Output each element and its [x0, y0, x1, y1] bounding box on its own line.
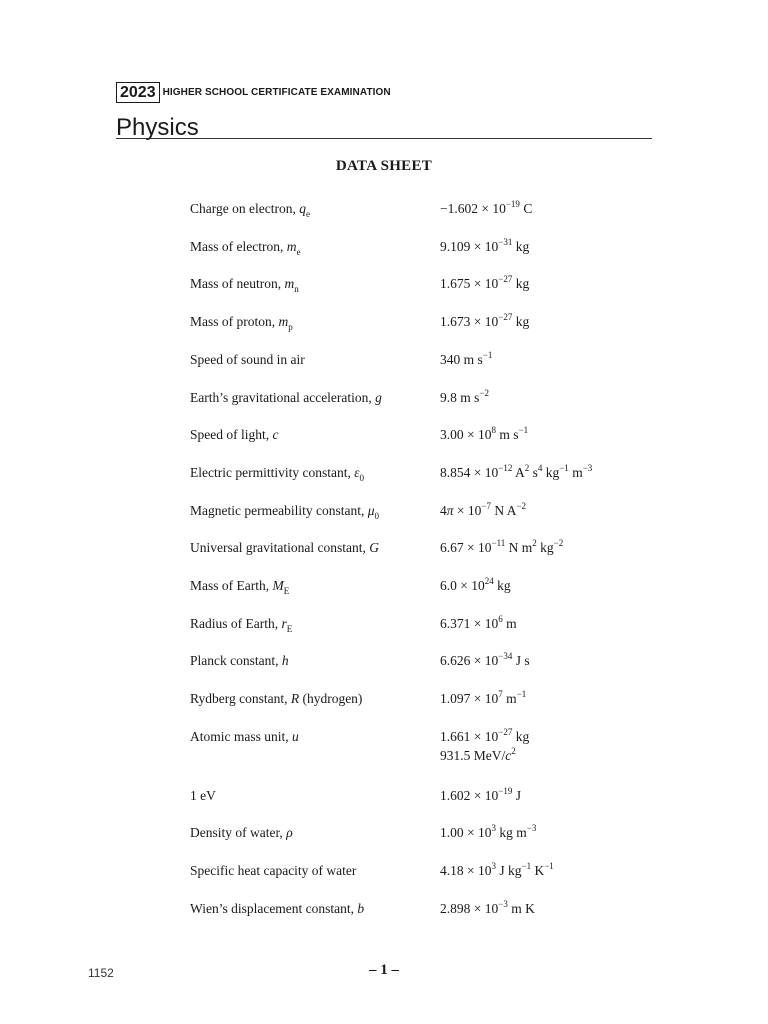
value-text: J	[512, 787, 521, 803]
value-text: 6.67 × 10	[440, 540, 492, 556]
value-text: kg	[512, 728, 530, 744]
value-text: m s	[496, 427, 519, 443]
constant-label-text: Mass of electron,	[190, 238, 287, 254]
constant-label	[190, 901, 364, 917]
constant-label	[190, 201, 310, 217]
value-exponent: −27	[498, 312, 513, 323]
value-exponent: −1	[521, 860, 532, 871]
value-exponent: 24	[484, 576, 494, 586]
constant-symbol-subscript: 0	[374, 510, 379, 521]
constant-label-text: Universal gravitational constant,	[190, 540, 370, 556]
constant-symbol: G	[369, 540, 379, 556]
value-text: kg	[493, 578, 511, 593]
constant-value-line	[440, 726, 530, 748]
constant-symbol-subscript: p	[288, 322, 293, 333]
value-exponent: −1	[482, 349, 493, 360]
value-text: C	[519, 201, 533, 216]
value-text: m	[502, 691, 517, 707]
value-exponent: −2	[516, 500, 527, 511]
constant-value-line	[440, 653, 530, 672]
value-text: 340 m s	[440, 351, 483, 367]
constant-value	[440, 462, 593, 484]
constant-label	[190, 465, 364, 481]
value-text: s	[529, 464, 538, 480]
value-exponent: −3	[582, 462, 593, 473]
constant-symbol: m	[286, 238, 297, 254]
constant-symbol-subscript: E	[286, 623, 293, 634]
constant-label-text: 1 eV	[190, 787, 216, 803]
constant-label-text: Density of water,	[190, 825, 287, 841]
constant-symbol: μ	[367, 502, 375, 518]
value-exponent: 3	[491, 823, 496, 834]
value-text: 4	[440, 502, 447, 518]
constant-label-text: Earth’s gravitational acceleration,	[190, 389, 376, 405]
constant-symbol: u	[292, 728, 299, 744]
value-text: 8.854 × 10	[440, 464, 499, 480]
constant-label-text: Mass of neutron,	[190, 276, 285, 292]
value-text: 931.5 MeV/	[440, 747, 506, 763]
value-exponent: −1	[559, 462, 569, 473]
constant-symbol-subscript: E	[283, 586, 290, 596]
exam-header	[116, 82, 652, 141]
constant-label	[190, 503, 379, 519]
value-text: A	[512, 464, 525, 480]
constant-value-line	[440, 387, 489, 409]
value-text: kg	[542, 464, 560, 480]
value-text: m K	[507, 900, 535, 916]
value-text: × 10	[453, 502, 482, 518]
constant-symbol-subscript: 0	[359, 472, 365, 483]
value-exponent: −34	[498, 651, 513, 662]
constant-value	[440, 387, 489, 409]
value-text: J s	[512, 653, 530, 669]
constant-value-line	[440, 613, 517, 635]
constant-value-line	[440, 427, 528, 446]
constant-label	[190, 390, 382, 406]
value-text: c	[505, 747, 512, 763]
value-text: 9.109 × 10	[440, 238, 499, 254]
value-text: kg	[536, 540, 554, 556]
value-exponent: 2	[532, 538, 537, 549]
constant-value-line	[440, 236, 530, 258]
value-exponent: −19	[498, 785, 513, 796]
constant-label-text: Magnetic permeability constant,	[190, 502, 368, 518]
constant-value	[440, 236, 530, 258]
constant-symbol: m	[284, 276, 295, 292]
value-exponent: −2	[553, 538, 564, 549]
constant-label	[190, 691, 362, 707]
constant-label-text: Wien’s displacement constant,	[190, 900, 358, 916]
exam-title: HIGHER SCHOOL CERTIFICATE EXAMINATION	[162, 87, 391, 98]
constant-value	[440, 500, 527, 522]
constant-value	[440, 349, 493, 371]
constant-label	[190, 863, 356, 879]
constant-value-line	[440, 276, 529, 295]
constant-label-text: Electric permittivity constant,	[190, 464, 355, 480]
value-text: kg m	[496, 825, 527, 841]
value-exponent: −1	[516, 689, 527, 700]
value-exponent: 7	[498, 689, 503, 700]
constant-value-line	[440, 860, 554, 882]
value-exponent: 2	[511, 745, 516, 756]
value-text: 2.898 × 10	[440, 900, 499, 916]
constant-label	[190, 314, 293, 333]
value-exponent: −11	[491, 538, 506, 549]
value-text: −1.602 × 10	[440, 201, 506, 216]
constant-label-text: Mass of Earth,	[190, 578, 273, 593]
constant-symbol-subscript: e	[296, 246, 301, 257]
value-text: 1.675 × 10	[440, 276, 499, 292]
value-exponent: 2	[524, 462, 530, 473]
value-exponent: −3	[498, 898, 508, 909]
constant-value	[440, 578, 511, 597]
value-text: 4.18 × 10	[440, 862, 492, 878]
constant-symbol: c	[272, 427, 279, 443]
constant-value-line	[440, 691, 526, 710]
constant-value	[440, 540, 563, 559]
constant-value	[440, 860, 554, 882]
constant-label	[190, 788, 216, 804]
value-text: kg	[512, 238, 530, 254]
value-exponent: 4	[537, 462, 543, 473]
value-text: 6.626 × 10	[440, 653, 499, 669]
constant-symbol-subscript: n	[294, 284, 299, 295]
constant-label	[190, 616, 292, 632]
value-text: 1.00 × 10	[440, 825, 492, 841]
constant-value-line	[440, 540, 563, 559]
constant-value-line	[440, 201, 532, 220]
constant-value	[440, 276, 529, 295]
constant-value	[440, 785, 521, 807]
constant-symbol: r	[281, 615, 287, 631]
constant-value	[440, 691, 526, 710]
value-text: 6.371 × 10	[440, 615, 499, 631]
value-exponent: −1	[544, 860, 554, 871]
constant-value	[440, 653, 530, 672]
constant-label-text: Specific heat capacity of water	[190, 862, 357, 878]
constant-symbol: m	[278, 314, 289, 330]
constant-label-text: Atomic mass unit,	[190, 728, 292, 744]
constant-value-line	[440, 500, 527, 522]
value-exponent: 3	[491, 860, 496, 871]
constant-value-line	[440, 785, 521, 807]
constant-value	[440, 726, 530, 767]
constant-label	[190, 729, 299, 745]
data-sheet-title: DATA SHEET	[335, 158, 433, 174]
value-text: kg	[512, 276, 530, 292]
constant-symbol-subscript: e	[305, 209, 310, 219]
constant-value-line	[440, 898, 535, 920]
constant-value	[440, 825, 536, 844]
value-text: J kg	[496, 862, 522, 878]
constant-label	[190, 653, 289, 669]
value-exponent: −27	[498, 274, 513, 285]
constant-symbol: M	[272, 578, 284, 593]
constant-value-line	[440, 349, 493, 371]
constant-value-line	[440, 314, 529, 333]
value-exponent: 6	[498, 613, 503, 624]
constant-symbol: b	[357, 900, 365, 916]
constant-value-line	[440, 578, 511, 597]
constant-label-tail: (hydrogen)	[299, 691, 363, 707]
constant-label-text: Rydberg constant,	[190, 691, 291, 707]
constant-symbol: g	[375, 389, 382, 405]
constant-label	[190, 578, 289, 594]
constant-value	[440, 898, 535, 920]
value-text: 9.8 m s	[440, 389, 480, 405]
constant-value	[440, 314, 529, 333]
paper-code: 1152	[88, 966, 114, 980]
value-text: 1.673 × 10	[440, 314, 499, 330]
value-exponent: −3	[526, 823, 537, 834]
value-text: N m	[505, 540, 533, 556]
constant-label	[190, 276, 299, 295]
constant-label	[190, 825, 293, 841]
constant-symbol: h	[281, 653, 289, 669]
constant-label-text: Planck constant,	[190, 653, 282, 669]
constant-label-text: Mass of proton,	[190, 314, 279, 330]
value-exponent: −2	[479, 387, 489, 398]
constant-label-text: Speed of light,	[190, 427, 273, 443]
constant-label	[190, 239, 300, 255]
constant-label-text: Speed of sound in air	[190, 351, 305, 367]
value-exponent: −19	[505, 199, 520, 209]
value-text: 1.661 × 10	[440, 728, 499, 744]
page-number: – 1 –	[369, 962, 399, 978]
constant-symbol: ε	[354, 464, 360, 480]
exam-year: 2023	[116, 82, 160, 103]
value-exponent: −7	[481, 500, 491, 511]
constant-label	[190, 352, 305, 368]
header-rule	[116, 138, 652, 139]
constant-value-line	[440, 462, 593, 484]
constant-value-line	[440, 825, 536, 844]
value-exponent: −27	[498, 726, 513, 737]
value-text: m	[568, 464, 583, 480]
constant-label-text: Charge on electron,	[190, 201, 300, 216]
value-text: 1.602 × 10	[440, 787, 499, 803]
constant-value	[440, 427, 528, 446]
value-exponent: 8	[491, 425, 496, 436]
value-text: 1.097 × 10	[440, 691, 499, 707]
value-text: m	[502, 615, 517, 631]
value-text: 3.00 × 10	[440, 427, 492, 443]
value-exponent: −1	[518, 425, 529, 436]
value-text: π	[446, 502, 454, 518]
constant-value	[440, 201, 532, 220]
value-text: N A	[490, 502, 517, 518]
constant-label	[190, 427, 279, 443]
constant-value	[440, 613, 517, 635]
constant-symbol: q	[299, 201, 306, 216]
constant-label-text: Radius of Earth,	[190, 615, 282, 631]
constant-symbol: ρ	[286, 825, 293, 841]
value-exponent: −31	[498, 236, 513, 247]
value-text: kg	[512, 314, 530, 330]
subject-title: Physics	[116, 114, 199, 141]
value-text: K	[531, 862, 545, 878]
value-text: 6.0 × 10	[440, 578, 485, 593]
constant-symbol: R	[290, 691, 300, 707]
value-exponent: −12	[498, 462, 513, 473]
constant-value-line	[440, 745, 529, 767]
constant-label	[190, 540, 379, 556]
